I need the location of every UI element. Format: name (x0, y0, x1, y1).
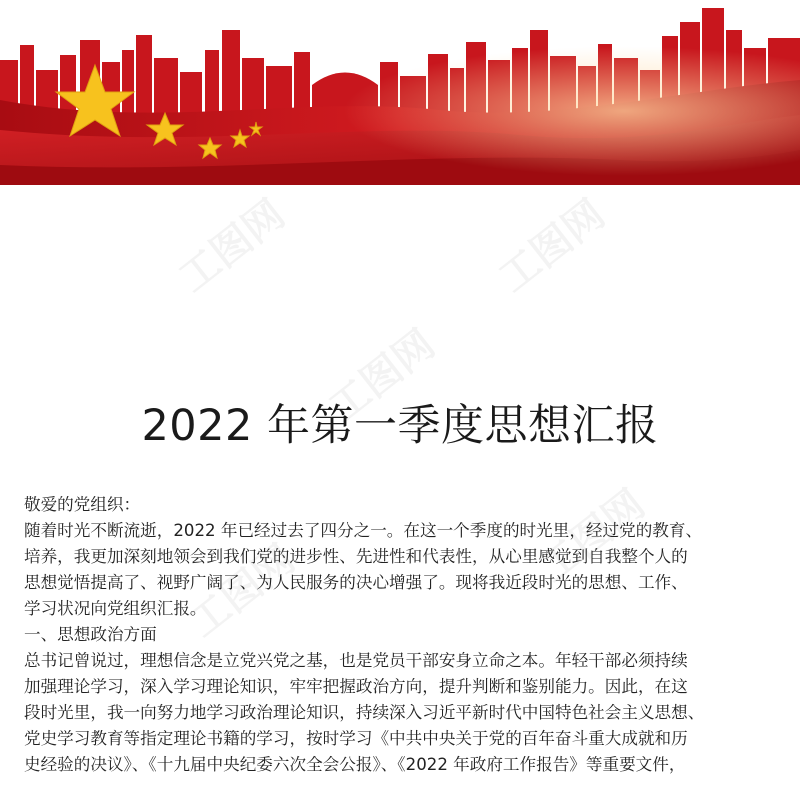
document-body (24, 492, 784, 778)
watermark (165, 184, 295, 303)
paragraph-line: 随着时光不断流逝，2022 年已经过去了四分之一。在这一个季度的时光里，经过党的教育、 (24, 521, 703, 540)
salutation-line: 敬爱的党组织： (24, 495, 141, 514)
paragraph-line: 培养，我更加深刻地领会到我们党的进步性、先进性和代表性，从心里感觉到自我整个人的 (24, 547, 688, 566)
paragraph-line: 党史学习教育等指定理论书籍的学习，按时学习《中共中央关于党的百年奋斗重大成就和历 (24, 729, 688, 748)
paragraph-line: 思想觉悟提高了、视野广阔了、为人民服务的决心增强了。现将我近段时光的思想、工作、 (24, 573, 688, 592)
paragraph-line: 加强理论学习，深入学习理论知识，牢牢把握政治方向，提升判断和鉴别能力。因此，在这 (24, 677, 688, 696)
paragraph-line: 学习状况向党组织汇报。 (24, 599, 207, 618)
document-title: 2022 年第一季度思想汇报 (141, 401, 659, 451)
paragraph-line: 段时光里，我一向努力地学习政治理论知识，持续深入习近平新时代中国特色社会主义思想、 (24, 703, 705, 722)
banner-image (0, 0, 800, 185)
section-heading: 一、思想政治方面 (24, 625, 157, 644)
paragraph-line: 史经验的决议》、《十九届中央纪委六次全会公报》、《2022 年政府工作报告》等重要文件， (24, 755, 686, 774)
paragraph-line: 总书记曾说过，理想信念是立党兴党之基，也是党员干部安身立命之本。年轻干部必须持续 (24, 651, 688, 670)
watermark (485, 184, 615, 303)
